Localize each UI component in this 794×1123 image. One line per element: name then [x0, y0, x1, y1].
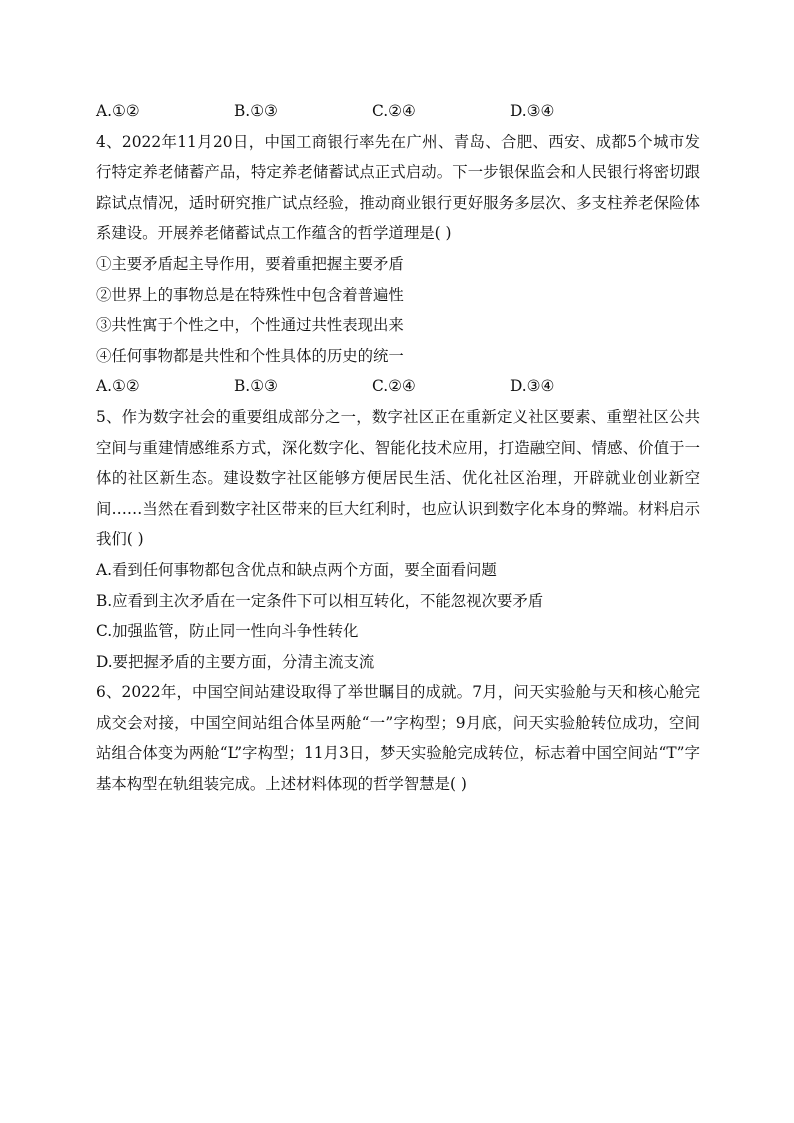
question-5-option-b: B.应看到主次矛盾在一定条件下可以相互转化，不能忽视次要矛盾: [96, 591, 544, 610]
option-c: C.②④: [372, 102, 416, 120]
option-b: B.①③: [234, 377, 278, 396]
option-a: A.①②: [96, 102, 140, 120]
question-4-statement-2: ②世界上的事物总是在特殊性中包含着普遍性: [96, 285, 404, 304]
question-4-text: 4、2022年11月20日，中国工商银行率先在广州、青岛、合肥、西安、成都5个城市发行特定养老储蓄产品，特定养老储蓄试点正式启动。下一步银保监会和人民银行将密切跟踪试点情况，适时研究推广试点经验，推动商业银行更好服务多层次、多支柱养老保险体系建设。开展养老储蓄试点工作蕴含的哲学道理是( ): [96, 132, 700, 243]
question-4-statement-3: ③共性寓于个性之中，个性通过共性表现出来: [96, 316, 404, 335]
question-6-text: 6、2022年，中国空间站建设取得了举世瞩目的成就。7月，问天实验舱与天和核心舱完成交会对接，中国空间站组合体呈两舱“一”字构型；9月底，问天实验舱转位成功，空间站组合体变为两舱“L”字构型；11月3日，梦天实验舱完成转位，标志着中国空间站“T”字基本构型在轨组装完成。上述材料体现的哲学智慧是( ): [96, 683, 700, 794]
question-4-statement-1: ①主要矛盾起主导作用，要着重把握主要矛盾: [96, 254, 404, 273]
question-6: [96, 677, 700, 799]
question-5-option-a: A.看到任何事物都包含优点和缺点两个方面，要全面看问题: [96, 560, 497, 579]
prev-question-options: [96, 96, 700, 127]
option-d: D.③④: [510, 377, 555, 396]
question-4-options: [96, 371, 700, 402]
question-5: [96, 402, 700, 677]
option-c: C.②④: [372, 377, 416, 396]
option-b: B.①③: [234, 102, 278, 120]
question-5-option-d: D.要把握矛盾的主要方面，分清主流支流: [96, 652, 375, 671]
option-d: D.③④: [510, 102, 555, 120]
option-a: A.①②: [96, 377, 140, 396]
question-5-text: 5、作为数字社会的重要组成部分之一，数字社区正在重新定义社区要素、重塑社区公共空间与重建情感维系方式，深化数字化、智能化技术应用，打造融空间、情感、价值于一体的社区新生态。建设数字社区能够方便居民生活、优化社区治理，开辟就业创业新空间……当然在看到数字社区带来的巨大红利时，也应认识到数字化本身的弊端。材料启示我们( ): [96, 407, 700, 549]
question-5-option-c: C.加强监管，防止同一性向斗争性转化: [96, 622, 359, 641]
question-4: [96, 127, 700, 402]
page-content: [96, 96, 700, 800]
question-4-statement-4: ④任何事物都是共性和个性具体的历史的统一: [96, 346, 404, 365]
